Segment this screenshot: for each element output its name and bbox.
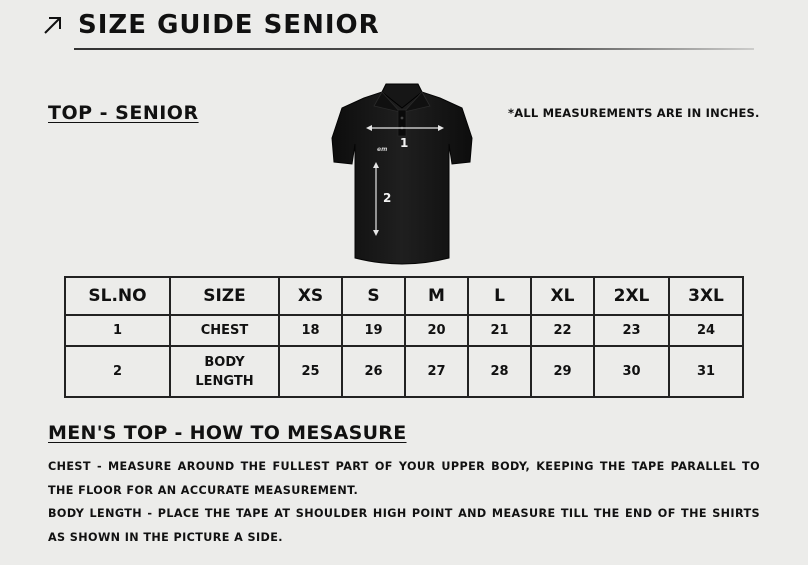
header-cell: SL.NO (65, 277, 170, 315)
title-divider (74, 48, 754, 50)
size-table (64, 276, 744, 398)
table-row (65, 346, 743, 397)
table-cell: 30 (594, 346, 669, 397)
table-cell: 19 (342, 315, 405, 346)
chest-instruction (48, 455, 760, 502)
table-cell: 27 (405, 346, 468, 397)
label-line: BODY (204, 354, 245, 370)
table-cell: 26 (342, 346, 405, 397)
units-note: *ALL MEASUREMENTS ARE IN INCHES. (508, 106, 760, 120)
header-cell: M (405, 277, 468, 315)
table-cell: 22 (531, 315, 594, 346)
table-cell: 25 (279, 346, 342, 397)
table-cell: 29 (531, 346, 594, 397)
header-cell: S (342, 277, 405, 315)
arrow-up-right-icon (40, 12, 66, 38)
header-cell: 2XL (594, 277, 669, 315)
section-title: TOP - SENIOR (48, 102, 199, 124)
table-cell: 31 (669, 346, 743, 397)
header (40, 10, 380, 40)
table-cell: 2 (65, 346, 170, 397)
table-cell: 28 (468, 346, 531, 397)
chest-term: CHEST - (48, 460, 102, 473)
table-cell: 24 (669, 315, 743, 346)
header-cell: SIZE (170, 277, 279, 315)
header-cell: L (468, 277, 531, 315)
table-cell: 1 (65, 315, 170, 346)
header-cell: XS (279, 277, 342, 315)
label-line: LENGTH (195, 373, 254, 389)
length-marker: 2 (383, 191, 392, 205)
table-row (65, 315, 743, 346)
length-text: PLACE THE TAPE AT SHOULDER HIGH POINT AND MEASURE TILL THE END OF THE SHIRTS AS SHOWN IN THE PICTURE A SIDE. (48, 507, 760, 544)
table-cell: 20 (405, 315, 468, 346)
header-cell: XL (531, 277, 594, 315)
brand-logo: em (377, 146, 388, 153)
length-term: BODY LENGTH - (48, 507, 153, 520)
page-title: SIZE GUIDE SENIOR (78, 10, 380, 40)
chest-text: MEASURE AROUND THE FULLEST PART OF YOUR UPPER BODY, KEEPING THE TAPE PARALLEL TO THE FLOOR FOR AN ACCURATE MEASUREMENT. (48, 460, 760, 497)
length-instruction (48, 502, 760, 549)
table-cell: 23 (594, 315, 669, 346)
howto-title: MEN'S TOP - HOW TO MESASURE (48, 422, 407, 444)
chest-marker: 1 (400, 136, 409, 150)
table-cell: 21 (468, 315, 531, 346)
table-cell (170, 346, 279, 397)
table-cell: 18 (279, 315, 342, 346)
table-header-row (65, 277, 743, 315)
polo-shirt-diagram (322, 78, 482, 270)
header-cell: 3XL (669, 277, 743, 315)
table-cell: CHEST (170, 315, 279, 346)
